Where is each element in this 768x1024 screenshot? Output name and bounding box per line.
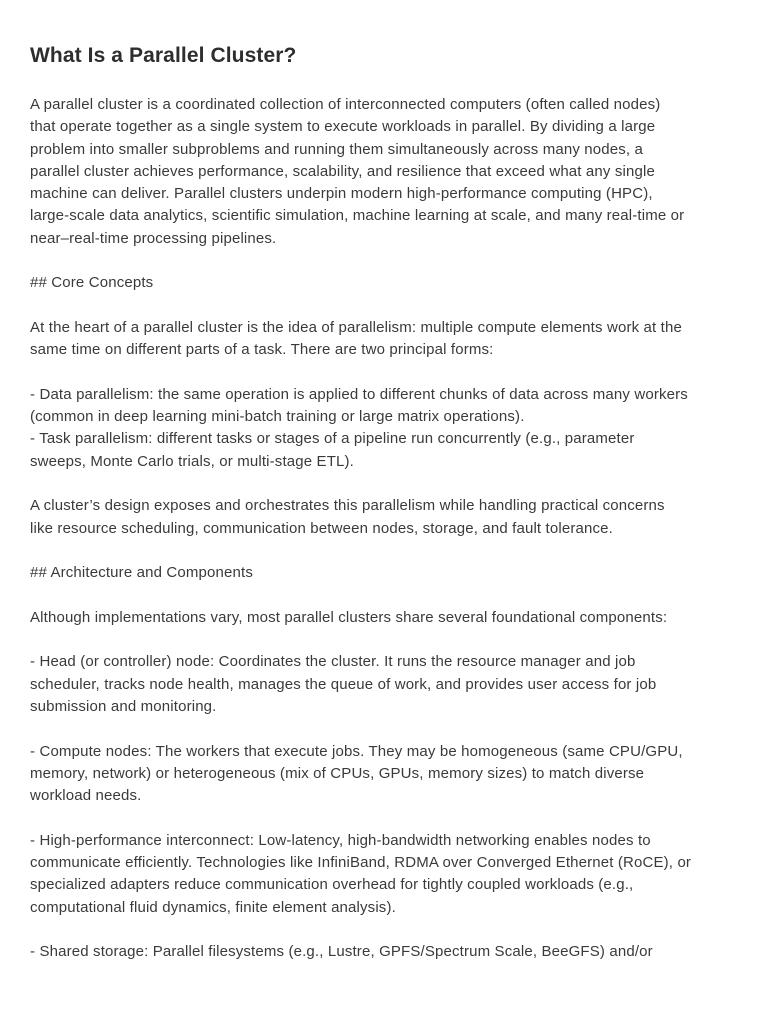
text-line: specialized adapters reduce communication overhead for tightly coupled workloads (e.g., bbox=[30, 876, 634, 894]
list-item-line: sweeps, Monte Carlo trials, or multi-stage ETL). bbox=[30, 452, 354, 470]
text-line: scheduler, tracks node health, manages the queue of work, and provides user access for job bbox=[30, 675, 657, 693]
architecture-intro-paragraph bbox=[30, 607, 738, 629]
text-line: near–real-time processing pipelines. bbox=[30, 229, 277, 247]
text-line: memory, network) or heterogeneous (mix of CPUs, GPUs, memory sizes) to match diverse bbox=[30, 764, 645, 782]
core-concepts-paragraph bbox=[30, 317, 738, 362]
text-line: - Head (or controller) node: Coordinates the cluster. It runs the resource manager and job bbox=[30, 653, 636, 671]
text-line: same time on different parts of a task. There are two principal forms: bbox=[30, 341, 494, 359]
text-line: Although implementations vary, most parallel clusters share several foundational components: bbox=[30, 608, 668, 626]
text-line: large-scale data analytics, scientific simulation, machine learning at scale, and many real-time or bbox=[30, 207, 685, 225]
text-line: parallel cluster achieves performance, scalability, and resilience that exceed what any single bbox=[30, 162, 655, 180]
list-item-shared-storage bbox=[30, 941, 738, 963]
text-line: At the heart of a parallel cluster is the idea of parallelism: multiple compute elements work at the bbox=[30, 318, 682, 336]
text-line: - Shared storage: Parallel filesystems (e.g., Lustre, GPFS/Spectrum Scale, BeeGFS) and/or bbox=[30, 943, 653, 961]
list-item-line: - Task parallelism: different tasks or stages of a pipeline run concurrently (e.g., parameter bbox=[30, 430, 635, 448]
intro-paragraph bbox=[30, 94, 738, 250]
list-item-head-node bbox=[30, 651, 738, 718]
text-line: that operate together as a single system to execute workloads in parallel. By dividing a large bbox=[30, 118, 656, 136]
text-line: submission and monitoring. bbox=[30, 698, 217, 716]
list-item-interconnect bbox=[30, 830, 738, 919]
text-line: like resource scheduling, communication between nodes, storage, and fault tolerance. bbox=[30, 519, 613, 537]
design-paragraph bbox=[30, 495, 738, 540]
text-line: machine can deliver. Parallel clusters underpin modern high-performance computing (HPC), bbox=[30, 185, 653, 203]
text-line: A parallel cluster is a coordinated collection of interconnected computers (often called nodes) bbox=[30, 96, 661, 113]
text-line: communicate efficiently. Technologies like InfiniBand, RDMA over Converged Ethernet (RoCE), or bbox=[30, 854, 692, 872]
list-item-compute-nodes bbox=[30, 741, 738, 808]
text-line: - Compute nodes: The workers that execute jobs. They may be homogeneous (same CPU/GPU, bbox=[30, 742, 683, 760]
parallelism-list bbox=[30, 384, 738, 473]
section-heading-core-concepts: ## Core Concepts bbox=[30, 274, 154, 292]
section-heading-architecture: ## Architecture and Components bbox=[30, 564, 253, 582]
text-line: A cluster’s design exposes and orchestrates this parallelism while handling practical concerns bbox=[30, 497, 665, 515]
list-item-line: - Data parallelism: the same operation is applied to different chunks of data across many workers bbox=[30, 385, 688, 403]
text-line: computational fluid dynamics, finite element analysis). bbox=[30, 898, 396, 916]
list-item-line: (common in deep learning mini-batch training or large matrix operations). bbox=[30, 408, 525, 426]
text-line: - High-performance interconnect: Low-latency, high-bandwidth networking enables nodes to bbox=[30, 831, 651, 849]
text-line: workload needs. bbox=[30, 787, 142, 805]
page-title: What Is a Parallel Cluster? bbox=[30, 44, 297, 67]
text-line: problem into smaller subproblems and running them simultaneously across many nodes, a bbox=[30, 140, 644, 158]
